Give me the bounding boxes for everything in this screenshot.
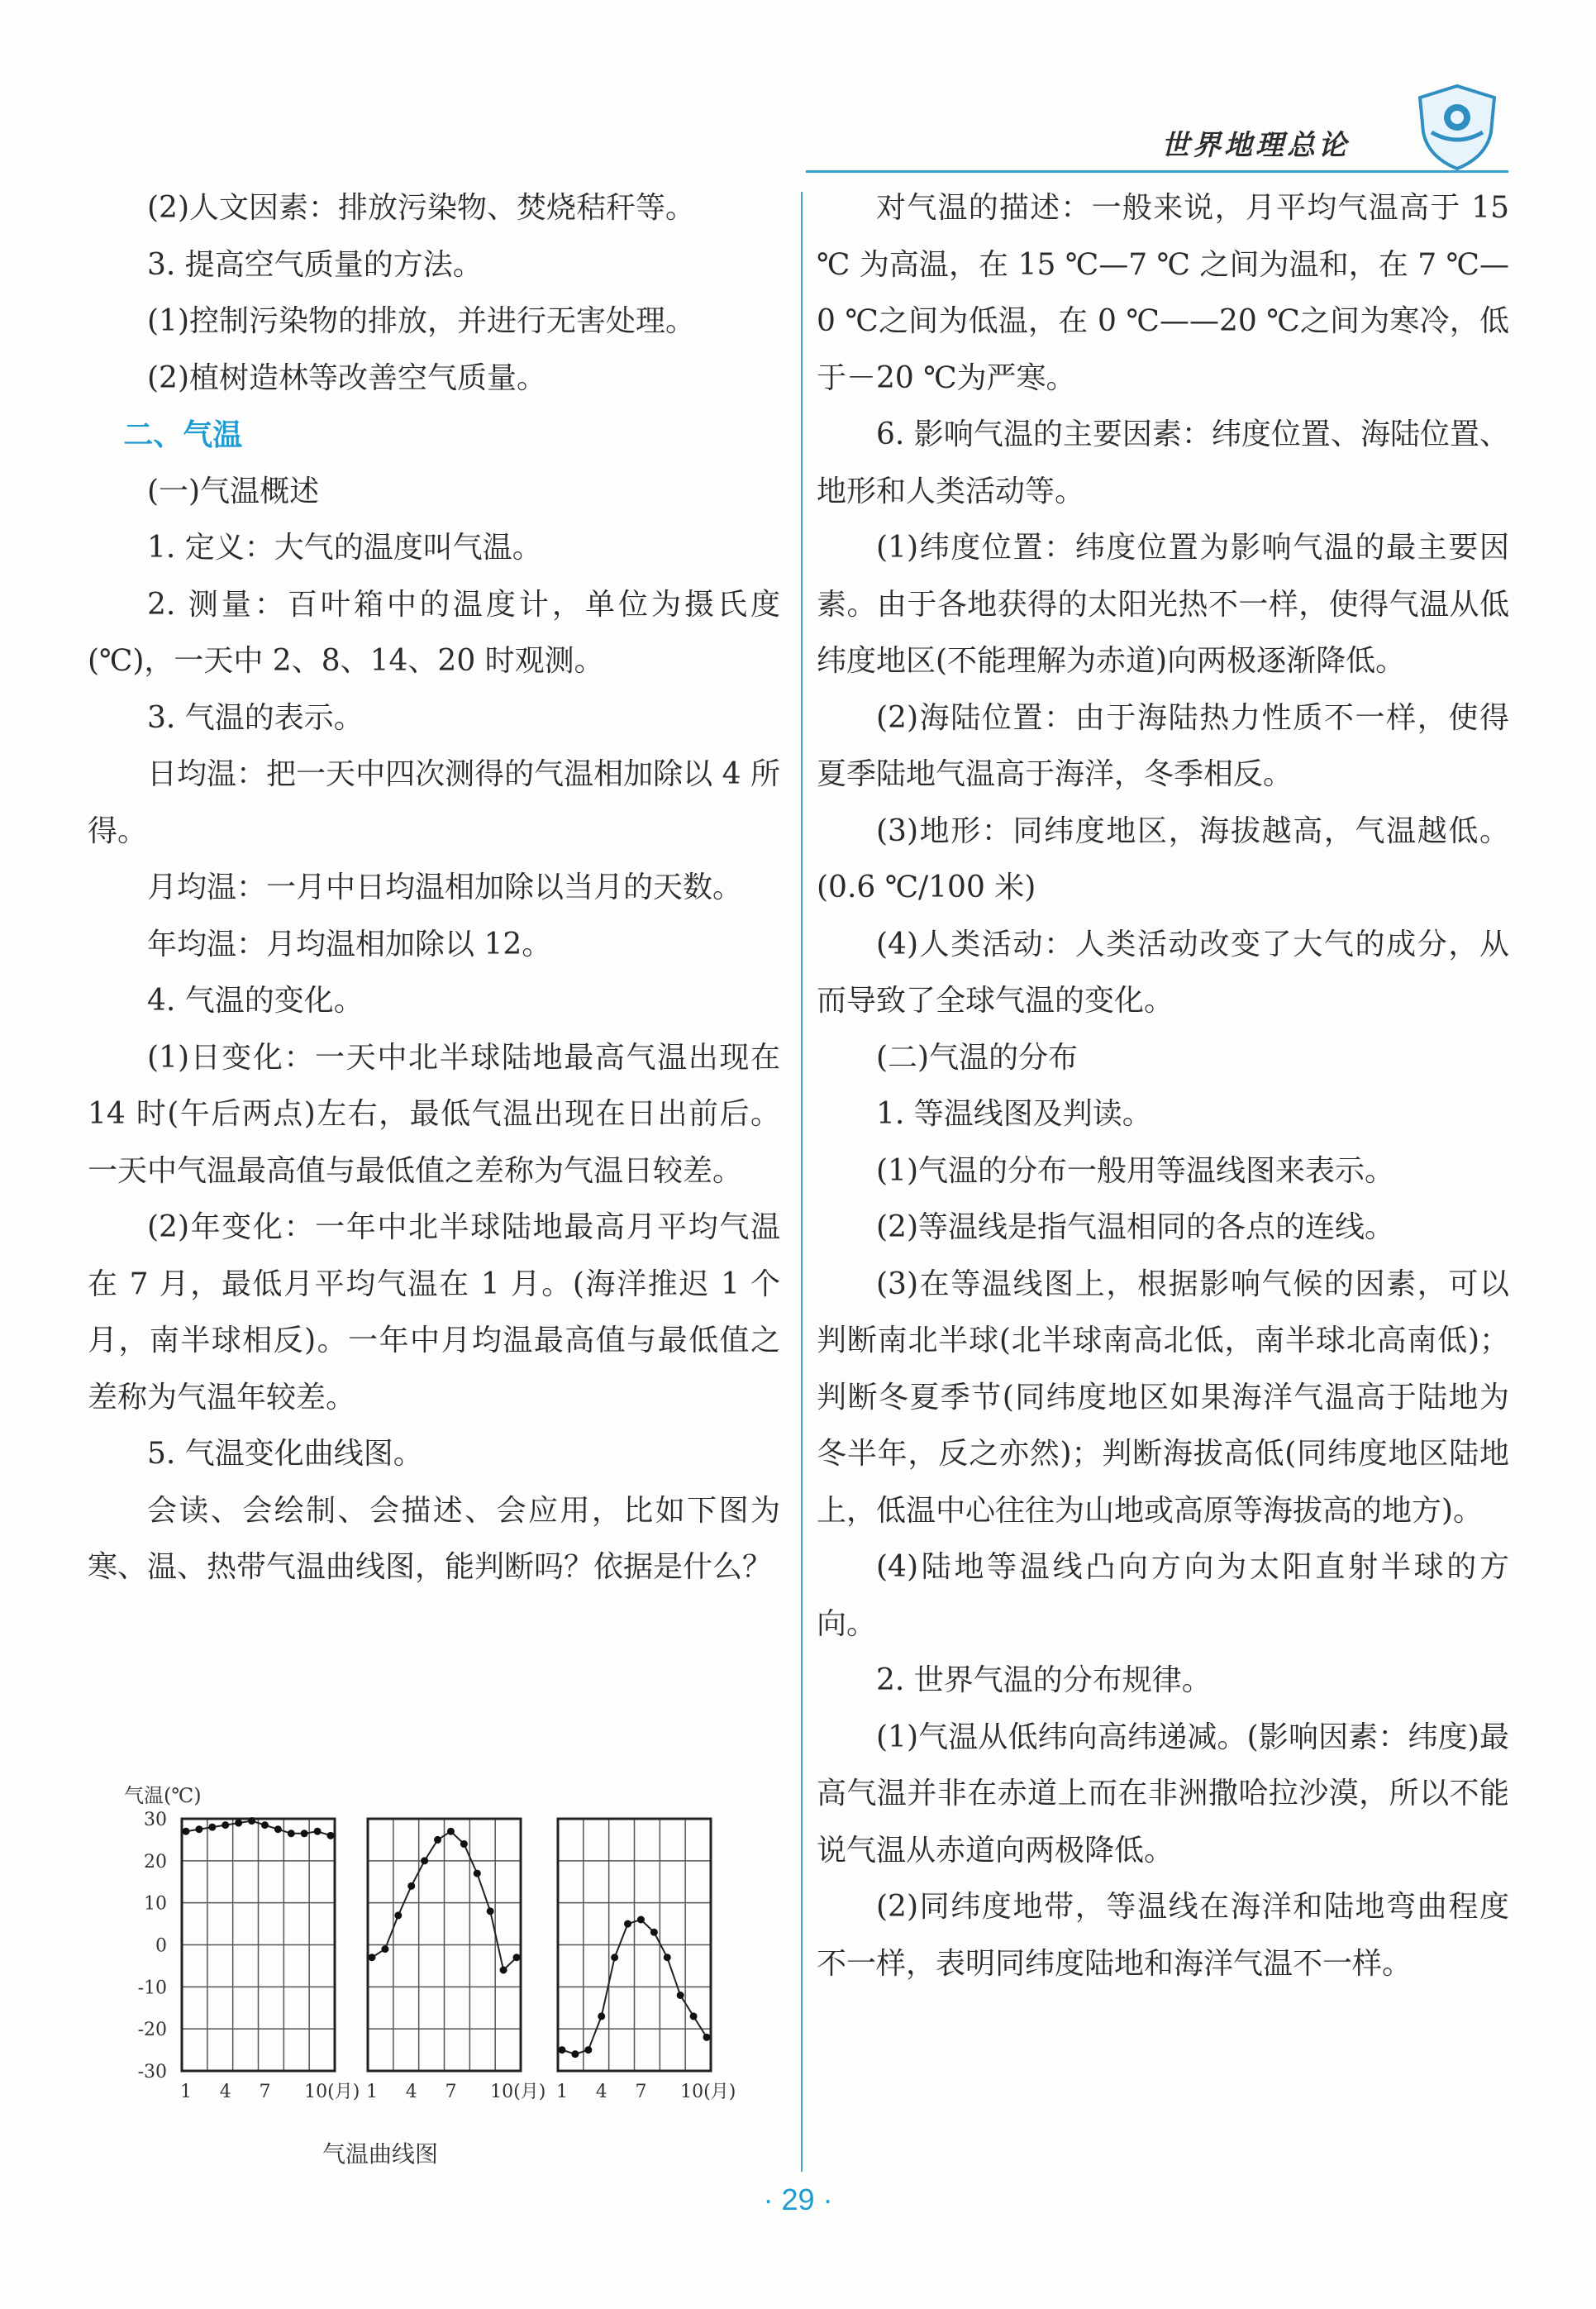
paragraph: (2)人文因素：排放污染物、焚烧秸秆等。 — [147, 191, 695, 225]
paragraph: (4)人类活动：人类活动改变了大气的成分，从而导致了全球气温的变化。 — [817, 927, 1509, 1018]
y-tick-label: -20 — [137, 2020, 167, 2041]
data-point — [584, 2046, 592, 2054]
x-tick-label: 10(月) — [680, 2082, 736, 2102]
paragraph: (2)等温线是指气温相同的各点的连线。 — [876, 1210, 1394, 1244]
paragraph: (1)气温的分布一般用等温线图来表示。 — [876, 1153, 1394, 1188]
paragraph: (1)日变化：一天中北半球陆地最高气温出现在 14 时(午后两点)左右，最低气温出现在日出前后。一天中气温最高值与最低值之差称为气温日较差。 — [88, 1040, 780, 1188]
column-divider — [801, 192, 803, 2172]
page-number: · 29 · — [763, 2183, 833, 2216]
paragraph: 日均温：把一天中四次测得的气温相加除以 4 所得。 — [88, 757, 780, 848]
y-tick-label: 10 — [144, 1893, 167, 1915]
paragraph: 年均温：月均温相加除以 12。 — [147, 927, 552, 961]
data-point — [195, 1825, 202, 1833]
temperature-curve-chart — [116, 1765, 777, 2195]
paragraph: 2. 世界气温的分布规律。 — [876, 1663, 1212, 1697]
paragraph: (2)同纬度地带，等温线在海洋和陆地弯曲程度不一样，表明同纬度陆地和海洋气温不一样。 — [817, 1890, 1509, 1981]
data-point — [460, 1840, 468, 1848]
y-tick-label: -10 — [137, 1977, 167, 1999]
data-point — [664, 1954, 671, 1961]
x-tick-label: 1 — [366, 2082, 378, 2102]
left-column — [88, 180, 780, 1596]
x-tick-label: 7 — [259, 2082, 271, 2102]
data-point — [235, 1820, 242, 1827]
data-point — [513, 1954, 521, 1961]
data-point — [394, 1911, 402, 1919]
paragraph: 4. 气温的变化。 — [147, 984, 364, 1018]
paragraph: (4)陆地等温线凸向方向为太阳直射半球的方向。 — [817, 1550, 1509, 1641]
y-axis-label: 气温(℃) — [124, 1784, 202, 1807]
data-point — [677, 1992, 684, 1999]
x-tick-label: 10(月) — [490, 2082, 546, 2102]
data-point — [261, 1821, 269, 1829]
paragraph: (1)纬度位置：纬度位置为影响气温的最主要因素。由于各地获得的太阳光热不一样，使得气温从低纬度地区(不能理解为赤道)向两极逐渐降低。 — [817, 531, 1509, 678]
paragraph: 2. 测量：百叶箱中的温度计，单位为摄氏度(℃)，一天中 2、8、14、20 时观测。 — [88, 587, 780, 678]
x-tick-label: 10(月) — [304, 2082, 360, 2102]
x-tick-label: 4 — [219, 2082, 231, 2102]
paragraph: (1)气温从低纬向高纬递减。(影响因素：纬度)最高气温并非在赤道上而在非洲撒哈拉沙漠，所以不能说气温从赤道向两极降低。 — [817, 1720, 1509, 1868]
x-tick-label: 1 — [180, 2082, 192, 2102]
data-point — [208, 1824, 216, 1831]
x-tick-label: 7 — [445, 2082, 457, 2102]
paragraph: (2)植树造林等改善空气质量。 — [147, 360, 546, 395]
data-point — [474, 1870, 481, 1877]
paragraph: 1. 等温线图及判读。 — [876, 1097, 1152, 1131]
data-point — [222, 1821, 229, 1829]
y-tick-label: 30 — [144, 1810, 167, 1830]
paragraph: 月均温：一月中日均温相加除以当月的天数。 — [147, 871, 743, 904]
x-tick-label: 7 — [635, 2082, 647, 2102]
paragraph: 6. 影响气温的主要因素：纬度位置、海陆位置、地形和人类活动等。 — [817, 417, 1509, 508]
data-point — [407, 1882, 415, 1890]
header-title: 世界地理总论 — [1161, 129, 1350, 162]
data-point — [690, 2012, 698, 2020]
data-point — [274, 1825, 282, 1833]
paragraph: 会读、会绘制、会描述、会应用，比如下图为寒、温、热带气温曲线图，能判断吗？依据是什么？ — [88, 1493, 780, 1584]
paragraph: (二)气温的分布 — [876, 1040, 1079, 1075]
paragraph: (3)地形：同纬度地区，海拔越高，气温越低。(0.6 ℃/100 米) — [817, 813, 1509, 904]
paragraph: 1. 定义：大气的温度叫气温。 — [147, 531, 542, 565]
data-point — [369, 1954, 376, 1961]
data-point — [703, 2034, 711, 2041]
data-point — [288, 1830, 295, 1837]
paragraph: (2)年变化：一年中北半球陆地最高月平均气温在 7 月，最低月平均气温在 1 月。(海洋推迟 1 个月，南半球相反)。一年中月均温最高值与最低值之差称为气温年较差。 — [88, 1210, 780, 1415]
y-tick-label: -30 — [137, 2062, 167, 2082]
paragraph: 5. 气温变化曲线图。 — [147, 1437, 423, 1471]
chart-title: 气温曲线图 — [322, 2140, 439, 2168]
data-point — [183, 1828, 190, 1835]
paragraph: (2)海陆位置：由于海陆热力性质不一样，使得夏季陆地气温高于海洋，冬季相反。 — [817, 700, 1509, 791]
data-point — [327, 1832, 335, 1839]
data-point — [624, 1920, 631, 1928]
data-point — [559, 2046, 566, 2054]
data-point — [381, 1945, 388, 1953]
right-column — [817, 180, 1509, 1992]
paragraph: (3)在等温线图上，根据影响气候的因素，可以判断南北半球(北半球南高北低，南半球北高南低)；判断冬夏季节(同纬度地区如果海洋气温高于陆地为冬半年，反之亦然)；判断海拔高低(同纬度地区陆地上，低温中心往往为山地或高原等海拔高的地方)。 — [817, 1267, 1509, 1528]
data-point — [434, 1836, 441, 1844]
y-tick-label: 20 — [144, 1851, 167, 1872]
shield-logo-icon — [1412, 81, 1503, 172]
data-point — [421, 1857, 428, 1864]
data-point — [301, 1830, 308, 1837]
data-point — [487, 1907, 494, 1915]
paragraph: 3. 提高空气质量的方法。 — [147, 247, 483, 282]
paragraph: (一)气温概述 — [147, 474, 320, 508]
y-tick-label: 0 — [155, 1935, 167, 1957]
x-tick-label: 1 — [556, 2082, 568, 2102]
paragraph: 对气温的描述：一般来说，月平均气温高于 15 ℃ 为高温，在 15 ℃—7 ℃ 之间为温和，在 7 ℃—0 ℃之间为低温，在 0 ℃——20 ℃之间为寒冷，低于－20 ℃为严寒。 — [817, 191, 1509, 395]
header-rule — [806, 170, 1508, 173]
x-tick-label: 4 — [405, 2082, 417, 2102]
paragraph: (1)控制污染物的排放，并进行无害处理。 — [147, 304, 695, 338]
data-point — [571, 2050, 579, 2058]
data-point — [314, 1828, 322, 1835]
data-point — [500, 1967, 507, 1974]
data-point — [598, 2012, 605, 2020]
paragraph: 二、气温 — [123, 417, 243, 452]
data-point — [650, 1929, 658, 1936]
data-point — [637, 1916, 645, 1924]
data-point — [248, 1817, 255, 1825]
data-point — [611, 1954, 618, 1961]
x-tick-label: 4 — [595, 2082, 607, 2102]
data-point — [447, 1828, 455, 1835]
paragraph: 3. 气温的表示。 — [147, 700, 364, 735]
